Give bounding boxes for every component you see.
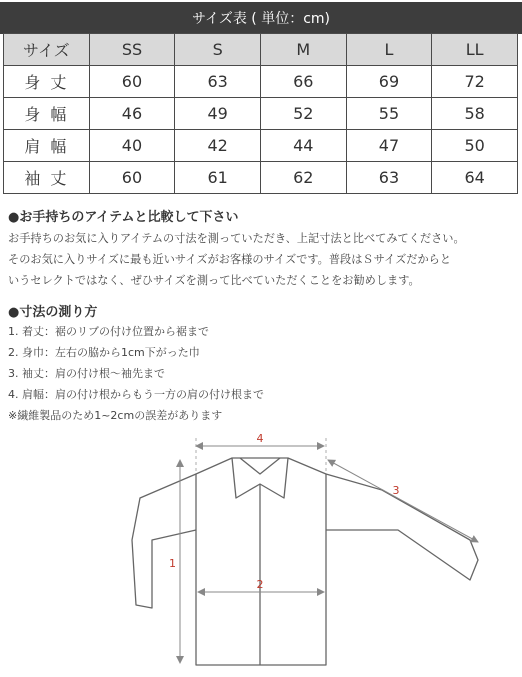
left-sleeve	[132, 474, 196, 608]
table-row	[4, 130, 518, 162]
table-row	[4, 66, 518, 98]
measure-step-3: 3. 袖丈：肩の付け根～袖先まで	[8, 367, 165, 380]
table-cell: 60	[89, 66, 175, 98]
size-chart-title: サイズ表 ( 単位：cm)	[0, 2, 522, 34]
row-label-length: 身丈	[4, 66, 90, 98]
table-cell: 52	[260, 98, 346, 130]
header-l: L	[346, 34, 432, 66]
table-cell: 50	[432, 130, 518, 162]
header-size: サイズ	[4, 34, 90, 66]
table-cell: 62	[260, 162, 346, 194]
table-cell: 66	[260, 66, 346, 98]
table-cell: 55	[346, 98, 432, 130]
table-cell: 63	[175, 66, 261, 98]
table-cell: 72	[432, 66, 518, 98]
shirt-body	[196, 458, 326, 665]
measure-step-4: 4. 肩幅：肩の付け根からもう一方の肩の付け根まで	[8, 388, 264, 401]
row-label-sleeve: 袖丈	[4, 162, 90, 194]
table-cell: 63	[346, 162, 432, 194]
compare-line-2: そのお気に入りサイズに最も近いサイズがお客様のサイズです。普段はＳサイズだからと	[8, 253, 452, 266]
shirt-outline	[132, 458, 478, 665]
table-cell: 42	[175, 130, 261, 162]
measure-step-2: 2. 身巾：左右の脇から1cm下がった巾	[8, 346, 200, 359]
table-row	[4, 98, 518, 130]
label-4: 4	[256, 432, 264, 445]
table-cell: 69	[346, 66, 432, 98]
compare-line-1: お手持ちのお気に入りアイテムの寸法を測っていただき、上記寸法と比べてみてください。	[8, 232, 465, 245]
header-m: M	[260, 34, 346, 66]
label-3: 3	[392, 484, 400, 497]
table-cell: 47	[346, 130, 432, 162]
compare-line-3: いうセレクトではなく、ぜひサイズを測って比べていただくことをお勧めします。	[8, 274, 420, 287]
table-cell: 58	[432, 98, 518, 130]
label-2: 2	[256, 578, 264, 591]
header-ss: SS	[89, 34, 175, 66]
shirt-measurement-diagram	[0, 430, 522, 677]
compare-heading: ●お手持ちのアイテムと比較して下さい	[8, 210, 239, 225]
measure-note: ※繊維製品のため1~2cmの誤差があります	[8, 409, 223, 422]
table-cell: 64	[432, 162, 518, 194]
label-1: 1	[169, 557, 176, 570]
collar-band	[240, 458, 280, 474]
table-cell: 61	[175, 162, 261, 194]
row-label-shoulder: 肩幅	[4, 130, 90, 162]
table-row	[4, 162, 518, 194]
measure-steps	[8, 321, 264, 426]
table-cell: 46	[89, 98, 175, 130]
table-header-row	[4, 34, 518, 66]
measure-heading: ●寸法の測り方	[8, 305, 98, 320]
table-cell: 44	[260, 130, 346, 162]
table-cell: 40	[89, 130, 175, 162]
right-sleeve	[326, 474, 478, 580]
size-table	[3, 33, 518, 194]
header-ll: LL	[432, 34, 518, 66]
header-s: S	[175, 34, 261, 66]
table-cell: 60	[89, 162, 175, 194]
row-label-width: 身幅	[4, 98, 90, 130]
table-cell: 49	[175, 98, 261, 130]
measure-step-1: 1. 着丈：裾のリブの付け位置から裾まで	[8, 325, 209, 338]
